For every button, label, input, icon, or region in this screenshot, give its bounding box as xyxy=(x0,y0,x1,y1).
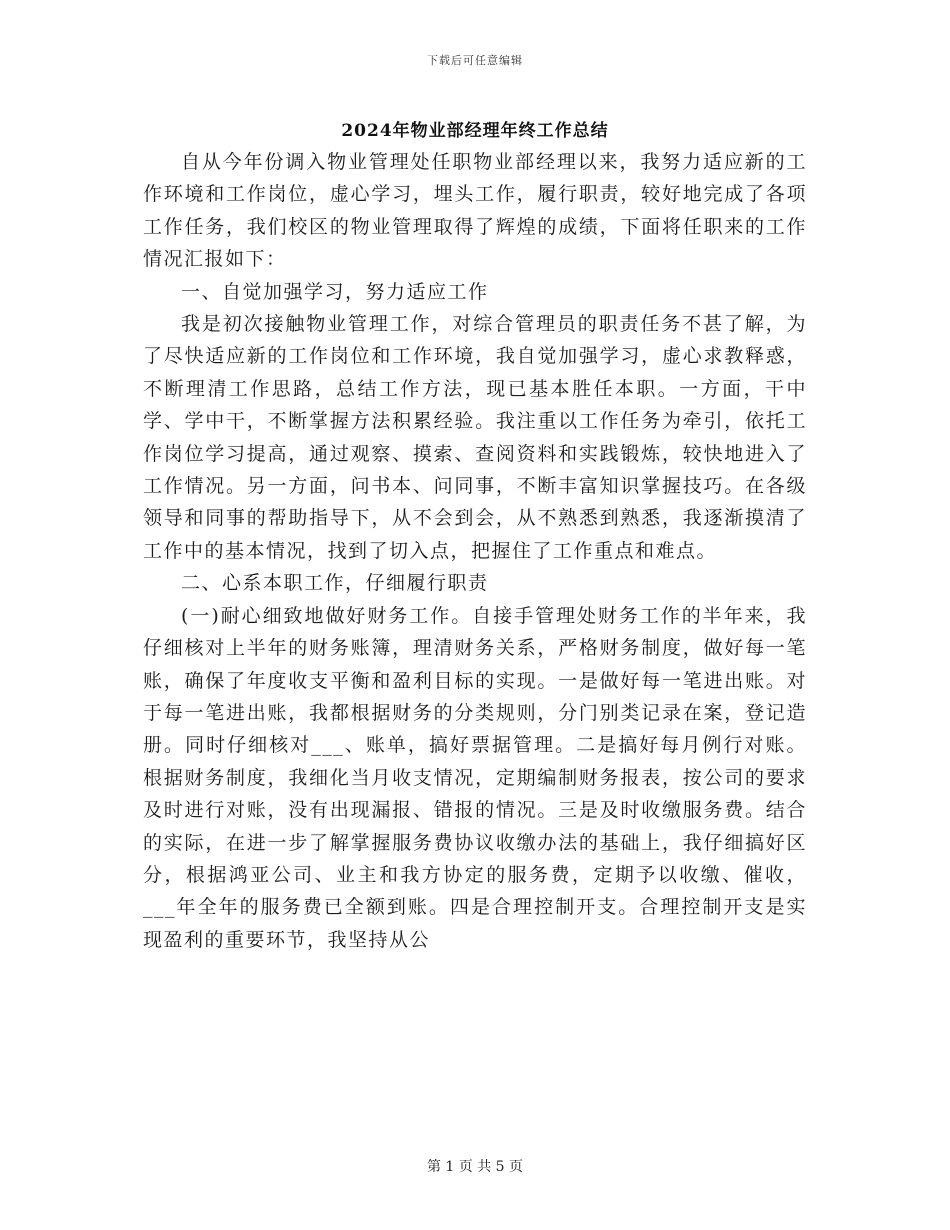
page-header-note: 下载后可任意编辑 xyxy=(427,54,523,67)
section-heading-1: 一、自觉加强学习，努力适应工作 xyxy=(181,280,489,303)
section-2-paragraph: (一)耐心细致地做好财务工作。自接手管理处财务工作的半年来，我仔细核对上半年的财务账簿，理清财务关系，严格财务制度，做好每一笔账，确保了年度收支平衡和盈利目标的实现。一是做好每一笔进出账。对于每一笔进出账，我都根据财务的分类规则，分门别类记录在案，登记造册。同时仔细核对___、账单，搞好票据管理。二是搞好每月例行对账。根据财务制度，我细化当月收支情况，定期编制财务报表，按公司的要求及时进行对账，没有出现漏报、错报的情况。三是及时收缴服务费。结合的实际，在进一步了解掌握服务费协议收缴办法的基础上，我仔细搞好区分，根据鸿亚公司、业主和我方协定的服务费，定期予以收缴、催收，___年全年的服务费已全额到账。四是合理控制开支。合理控制开支是实现盈利的重要环节，我坚持从公 xyxy=(143,604,807,951)
intro-paragraph: 自从今年份调入物业管理处任职物业部经理以来，我努力适应新的工作环境和工作岗位，虚心学习，埋头工作，履行职责，较好地完成了各项工作任务，我们校区的物业管理取得了辉煌的成绩，下面将任职来的工作情况汇报如下： xyxy=(143,151,807,271)
section-1-paragraph: 我是初次接触物业管理工作，对综合管理员的职责任务不甚了解，为了尽快适应新的工作岗位和工作环境，我自觉加强学习，虚心求教释惑，不断理清工作思路，总结工作方法，现已基本胜任本职。一方面，干中学、学中干，不断掌握方法积累经验。我注重以工作任务为牵引，依托工作岗位学习提高，通过观察、摸索、查阅资料和实践锻炼，较快地进入了工作情况。另一方面，问书本、问同事，不断丰富知识掌握技巧。在各级领导和同事的帮助指导下，从不会到会，从不熟悉到熟悉，我逐渐摸清了工作中的基本情况，找到了切入点，把握住了工作重点和难点。 xyxy=(143,313,807,562)
document-body xyxy=(143,146,807,956)
document-title: 2024年物业部经理年终工作总结 xyxy=(341,121,609,141)
page-number-footer: 第 1 页 共 5 页 xyxy=(426,1159,524,1175)
section-heading-2: 二、心系本职工作，仔细履行职责 xyxy=(181,572,489,595)
